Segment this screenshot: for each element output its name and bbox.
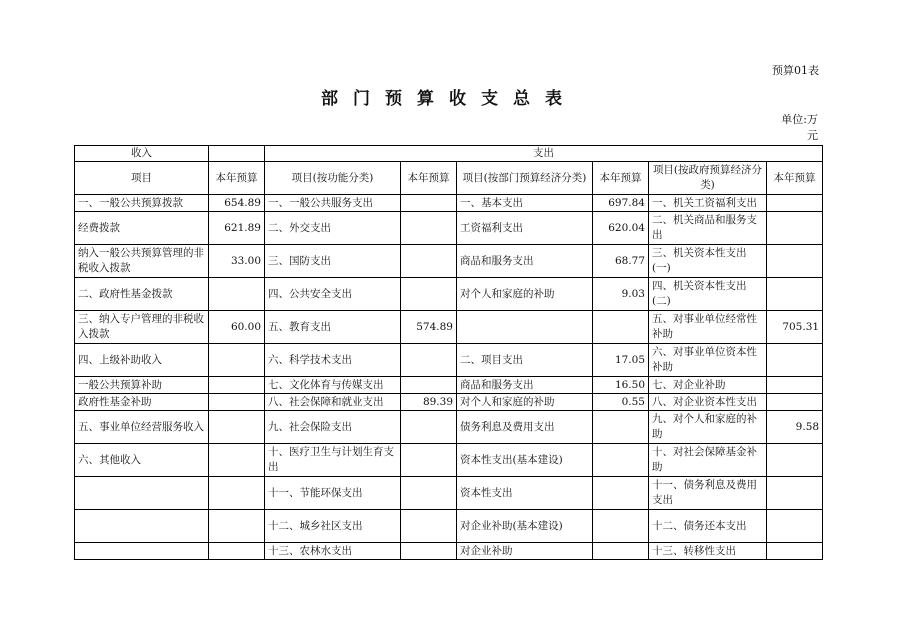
table-row bbox=[75, 543, 823, 560]
income-budget-cell bbox=[209, 510, 265, 543]
gov-item-cell: 一、机关工资福利支出 bbox=[649, 195, 767, 212]
econ-budget-cell bbox=[593, 444, 649, 477]
income-item-cell: 三、纳入专户管理的非税收入拨款 bbox=[75, 311, 209, 344]
func-budget-cell bbox=[401, 444, 457, 477]
budget-table bbox=[74, 145, 823, 560]
gov-item-cell: 六、对事业单位资本性补助 bbox=[649, 344, 767, 377]
table-row bbox=[75, 344, 823, 377]
income-group-header: 收入 bbox=[75, 146, 209, 162]
income-budget-cell bbox=[209, 377, 265, 394]
income-budget-cell bbox=[209, 477, 265, 510]
func-item-cell: 七、文化体育与传媒支出 bbox=[265, 377, 401, 394]
gov-budget-cell bbox=[767, 212, 823, 245]
econ-item-cell: 商品和服务支出 bbox=[457, 377, 593, 394]
gov-budget-cell bbox=[767, 444, 823, 477]
econ-budget-cell: 16.50 bbox=[593, 377, 649, 394]
gov-item-cell: 三、机关资本性支出(一) bbox=[649, 245, 767, 278]
func-budget-cell: 89.39 bbox=[401, 394, 457, 411]
income-budget-cell bbox=[209, 344, 265, 377]
group-header-row bbox=[75, 146, 823, 162]
income-budget-cell: 60.00 bbox=[209, 311, 265, 344]
income-budget-cell bbox=[209, 411, 265, 444]
func-item-cell: 九、社会保险支出 bbox=[265, 411, 401, 444]
gov-budget-cell: 9.58 bbox=[767, 411, 823, 444]
gov-budget-cell bbox=[767, 344, 823, 377]
income-item-cell bbox=[75, 543, 209, 560]
func-budget-cell bbox=[401, 344, 457, 377]
form-code: 预算01表 bbox=[772, 64, 819, 77]
econ-item-cell: 资本性支出 bbox=[457, 477, 593, 510]
table-row bbox=[75, 394, 823, 411]
income-item-cell: 四、上级补助收入 bbox=[75, 344, 209, 377]
econ-item-cell: 对个人和家庭的补助 bbox=[457, 278, 593, 311]
gov-item-cell: 二、机关商品和服务支出 bbox=[649, 212, 767, 245]
gov-item-cell: 七、对企业补助 bbox=[649, 377, 767, 394]
gov-item-cell: 十二、债务还本支出 bbox=[649, 510, 767, 543]
income-item-cell: 六、其他收入 bbox=[75, 444, 209, 477]
gov-budget-cell bbox=[767, 543, 823, 560]
func-budget-cell bbox=[401, 212, 457, 245]
econ-budget-cell: 17.05 bbox=[593, 344, 649, 377]
expense-group-header: 支出 bbox=[265, 146, 823, 162]
func-budget-cell bbox=[401, 510, 457, 543]
col-header-econ-budget: 本年预算 bbox=[593, 162, 649, 195]
gov-budget-cell bbox=[767, 394, 823, 411]
func-budget-cell bbox=[401, 195, 457, 212]
col-header-func-item: 项目(按功能分类) bbox=[265, 162, 401, 195]
func-item-cell: 五、教育支出 bbox=[265, 311, 401, 344]
econ-item-cell: 对企业补助(基本建设) bbox=[457, 510, 593, 543]
table-row bbox=[75, 195, 823, 212]
income-item-cell: 经费拨款 bbox=[75, 212, 209, 245]
econ-budget-cell: 620.04 bbox=[593, 212, 649, 245]
func-budget-cell bbox=[401, 411, 457, 444]
econ-item-cell: 对个人和家庭的补助 bbox=[457, 394, 593, 411]
income-budget-cell: 654.89 bbox=[209, 195, 265, 212]
income-item-cell: 一、一般公共预算拨款 bbox=[75, 195, 209, 212]
econ-item-cell: 债务利息及费用支出 bbox=[457, 411, 593, 444]
func-item-cell: 四、公共安全支出 bbox=[265, 278, 401, 311]
econ-item-cell bbox=[457, 311, 593, 344]
func-item-cell: 六、科学技术支出 bbox=[265, 344, 401, 377]
col-header-income-item: 项目 bbox=[75, 162, 209, 195]
func-budget-cell bbox=[401, 377, 457, 394]
gov-budget-cell bbox=[767, 278, 823, 311]
func-item-cell: 十二、城乡社区支出 bbox=[265, 510, 401, 543]
income-item-cell bbox=[75, 510, 209, 543]
col-header-gov-budget: 本年预算 bbox=[767, 162, 823, 195]
income-item-cell: 政府性基金补助 bbox=[75, 394, 209, 411]
empty-header-cell bbox=[209, 146, 265, 162]
income-item-cell bbox=[75, 477, 209, 510]
func-item-cell: 二、外交支出 bbox=[265, 212, 401, 245]
func-item-cell: 十三、农林水支出 bbox=[265, 543, 401, 560]
col-header-func-budget: 本年预算 bbox=[401, 162, 457, 195]
table-row bbox=[75, 377, 823, 394]
income-item-cell: 五、事业单位经营服务收入 bbox=[75, 411, 209, 444]
income-item-cell: 一般公共预算补助 bbox=[75, 377, 209, 394]
econ-budget-cell: 68.77 bbox=[593, 245, 649, 278]
income-item-cell: 二、政府性基金拨款 bbox=[75, 278, 209, 311]
table-row bbox=[75, 477, 823, 510]
func-budget-cell bbox=[401, 543, 457, 560]
func-budget-cell bbox=[401, 245, 457, 278]
gov-item-cell: 十三、转移性支出 bbox=[649, 543, 767, 560]
func-item-cell: 一、一般公共服务支出 bbox=[265, 195, 401, 212]
func-item-cell: 十、医疗卫生与计划生育支出 bbox=[265, 444, 401, 477]
unit-line-2: 元 bbox=[807, 129, 818, 142]
income-budget-cell bbox=[209, 394, 265, 411]
table-row bbox=[75, 510, 823, 543]
column-header-row bbox=[75, 162, 823, 195]
gov-item-cell: 十、对社会保障基金补助 bbox=[649, 444, 767, 477]
econ-item-cell: 工资福利支出 bbox=[457, 212, 593, 245]
econ-budget-cell: 697.84 bbox=[593, 195, 649, 212]
col-header-gov-item: 项目(按政府预算经济分类) bbox=[649, 162, 767, 195]
func-budget-cell: 574.89 bbox=[401, 311, 457, 344]
econ-item-cell: 资本性支出(基本建设) bbox=[457, 444, 593, 477]
func-budget-cell bbox=[401, 278, 457, 311]
func-item-cell: 十一、节能环保支出 bbox=[265, 477, 401, 510]
econ-item-cell: 二、项目支出 bbox=[457, 344, 593, 377]
gov-item-cell: 五、对事业单位经常性补助 bbox=[649, 311, 767, 344]
gov-item-cell: 十一、债务利息及费用支出 bbox=[649, 477, 767, 510]
gov-budget-cell bbox=[767, 510, 823, 543]
gov-item-cell: 九、对个人和家庭的补助 bbox=[649, 411, 767, 444]
econ-budget-cell bbox=[593, 477, 649, 510]
gov-budget-cell bbox=[767, 377, 823, 394]
income-budget-cell: 621.89 bbox=[209, 212, 265, 245]
gov-budget-cell bbox=[767, 195, 823, 212]
table-row bbox=[75, 278, 823, 311]
econ-item-cell: 对企业补助 bbox=[457, 543, 593, 560]
income-item-cell: 纳入一般公共预算管理的非税收入拨款 bbox=[75, 245, 209, 278]
func-item-cell: 三、国防支出 bbox=[265, 245, 401, 278]
econ-budget-cell: 0.55 bbox=[593, 394, 649, 411]
func-item-cell: 八、社会保障和就业支出 bbox=[265, 394, 401, 411]
col-header-income-budget: 本年预算 bbox=[209, 162, 265, 195]
econ-budget-cell bbox=[593, 311, 649, 344]
page-title: 部门预算收支总表 bbox=[321, 89, 577, 109]
econ-item-cell: 一、基本支出 bbox=[457, 195, 593, 212]
gov-budget-cell bbox=[767, 477, 823, 510]
table-row bbox=[75, 411, 823, 444]
income-budget-cell: 33.00 bbox=[209, 245, 265, 278]
income-budget-cell bbox=[209, 278, 265, 311]
gov-budget-cell bbox=[767, 245, 823, 278]
income-budget-cell bbox=[209, 444, 265, 477]
income-budget-cell bbox=[209, 543, 265, 560]
gov-item-cell: 四、机关资本性支出(二) bbox=[649, 278, 767, 311]
unit-line-1: 单位:万 bbox=[781, 113, 818, 126]
econ-budget-cell bbox=[593, 411, 649, 444]
table-row bbox=[75, 444, 823, 477]
func-budget-cell bbox=[401, 477, 457, 510]
unit-label bbox=[770, 112, 818, 144]
col-header-econ-item: 项目(按部门预算经济分类) bbox=[457, 162, 593, 195]
econ-budget-cell: 9.03 bbox=[593, 278, 649, 311]
econ-budget-cell bbox=[593, 543, 649, 560]
table-row bbox=[75, 245, 823, 278]
table-row bbox=[75, 311, 823, 344]
econ-budget-cell bbox=[593, 510, 649, 543]
gov-budget-cell: 705.31 bbox=[767, 311, 823, 344]
econ-item-cell: 商品和服务支出 bbox=[457, 245, 593, 278]
table-row bbox=[75, 212, 823, 245]
gov-item-cell: 八、对企业资本性支出 bbox=[649, 394, 767, 411]
